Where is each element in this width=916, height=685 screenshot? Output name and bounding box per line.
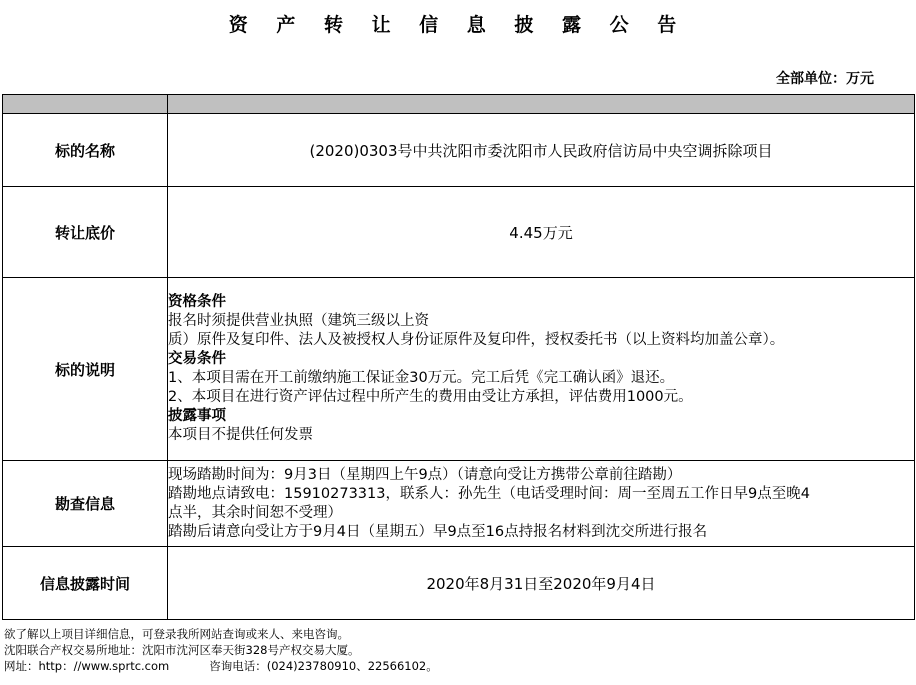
qualification-heading: 资格条件 <box>168 294 226 310</box>
subject-description-label: 标的说明 <box>3 278 168 461</box>
survey-line: 点半，其余时间恕不受理） <box>168 504 342 521</box>
row-subject-name <box>3 114 915 187</box>
footer-line: 欲了解以上项目详细信息，可登录我所网站查询或来人、来电咨询。 <box>4 627 349 641</box>
trade-conditions-heading: 交易条件 <box>168 351 226 367</box>
survey-info-label: 勘查信息 <box>3 461 168 547</box>
trade-condition-line: 2、本项目在进行资产评估过程中所产生的费用由受让方承担，评估费用1000元。 <box>168 389 693 405</box>
header-cell-right <box>168 95 915 114</box>
unit-label: 全部单位：万元 <box>776 71 874 87</box>
row-disclosure-period <box>3 547 915 620</box>
footer-contact <box>4 658 438 674</box>
subject-name-value: (2020)0303号中共沈阳市委沈阳市人民政府信访局中央空调拆除项目 <box>168 114 915 187</box>
trade-condition-line: 1、本项目需在开工前缴纳施工保证金30万元。完工后凭《完工确认函》退还。 <box>168 370 675 386</box>
subject-description-value <box>168 278 915 461</box>
survey-info-value <box>168 461 915 547</box>
page-title: 资 产 转 让 信 息 披 露 公 告 <box>228 14 688 36</box>
disclosure-item-line: 本项目不提供任何发票 <box>168 427 313 443</box>
disclosure-period-label: 信息披露时间 <box>3 547 168 620</box>
qualification-line: 报名时须提供营业执照（建筑三级以上资 <box>168 313 429 329</box>
disclosure-period-value: 2020年8月31日至2020年9月4日 <box>168 547 915 620</box>
disclosure-items-heading: 披露事项 <box>168 408 226 424</box>
footer <box>4 626 438 674</box>
row-subject-description <box>3 278 915 461</box>
footer-phone: 咨询电话：(024)23780910、22566102。 <box>209 659 438 673</box>
header-cell-left <box>3 95 168 114</box>
reserve-price-label: 转让底价 <box>3 187 168 278</box>
table-header-row <box>3 95 915 114</box>
qualification-line: 质）原件及复印件、法人及被授权人身份证原件及复印件，授权委托书（以上资料均加盖公章）。 <box>168 332 785 348</box>
survey-line: 踏勘地点请致电：15910273313，联系人：孙先生（电话受理时间：周一至周五工作日早9点至晚4 <box>168 485 810 502</box>
footer-website: 网址：http：//www.sprtc.com <box>4 659 170 673</box>
footer-address: 沈阳联合产权交易所地址：沈阳市沈河区奉天街328号产权交易大厦。 <box>4 643 360 657</box>
disclosure-table <box>2 94 915 620</box>
subject-name-label: 标的名称 <box>3 114 168 187</box>
row-reserve-price <box>3 187 915 278</box>
reserve-price-value: 4.45万元 <box>168 187 915 278</box>
survey-line: 踏勘后请意向受让方于9月4日（星期五）早9点至16点持报名材料到沈交所进行报名 <box>168 523 708 540</box>
row-survey-info <box>3 461 915 547</box>
survey-line: 现场踏勘时间为：9月3日（星期四上午9点）（请意向受让方携带公章前往踏勘） <box>168 466 682 483</box>
